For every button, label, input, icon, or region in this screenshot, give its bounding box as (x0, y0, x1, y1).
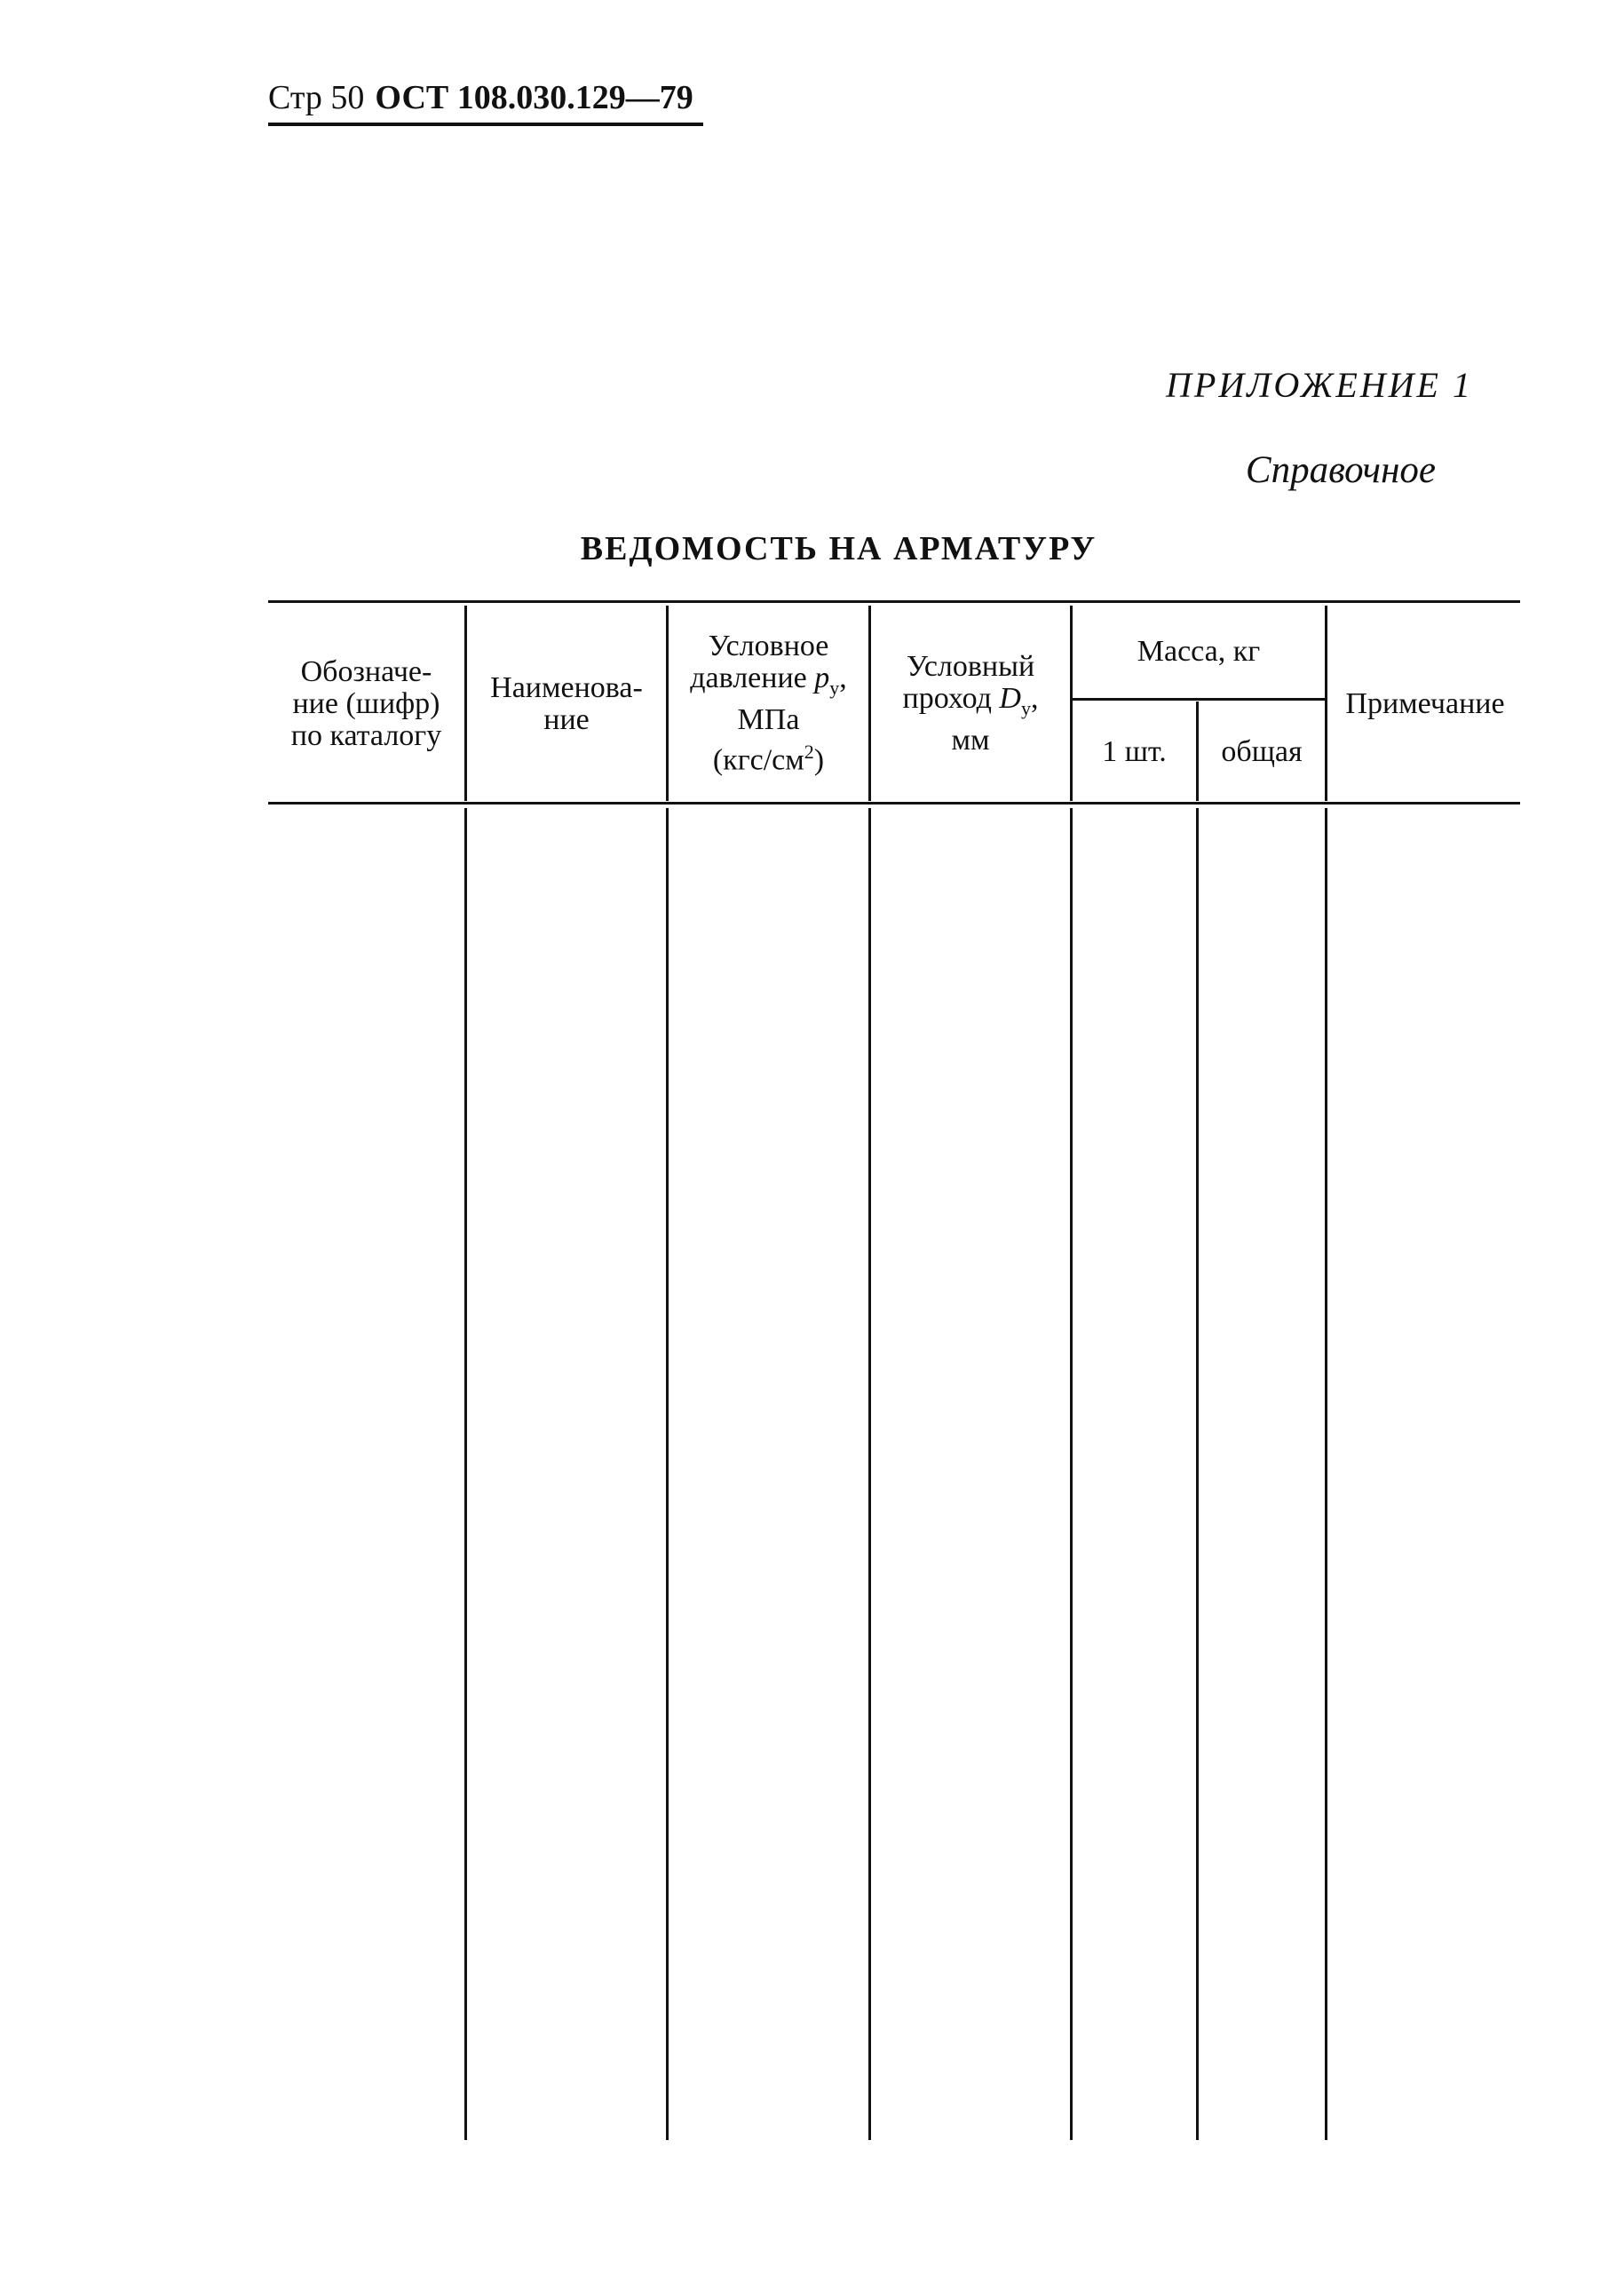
header-name: Наименова- ние (490, 670, 643, 736)
body-divider-3 (868, 808, 871, 2140)
header-designation: Обозначе- ние (шифр) по каталогу (290, 654, 442, 752)
running-header (268, 78, 693, 117)
document-title: ВЕДОМОСТЬ НА АРМАТУРУ (580, 530, 1097, 567)
header-pressure: Условное давление $p_y$, МПа $(кгс/см^2)$ (690, 630, 847, 777)
appendix-label: ПРИЛОЖЕНИЕ 1 (1166, 365, 1473, 405)
header-note: Примечание (1345, 686, 1505, 720)
header-mass-per-unit: 1 шт. (1102, 734, 1167, 768)
header-nominal-bore: Условный проход $D_y$, мм (902, 650, 1039, 757)
body-divider-5 (1196, 808, 1199, 2140)
mass-group-rule (1070, 698, 1325, 701)
header-mass-group: Масса, кг (1137, 635, 1261, 668)
header-rule (268, 123, 703, 126)
appendix-type: Справочное (1245, 449, 1436, 491)
page-number: Стр 50 (268, 79, 365, 116)
table-top-rule (268, 600, 1520, 603)
body-divider-1 (464, 808, 467, 2140)
body-divider-6 (1325, 808, 1327, 2140)
header-mass-total: общая (1221, 734, 1303, 768)
body-divider-2 (666, 808, 669, 2140)
body-divider-4 (1070, 808, 1073, 2140)
standard-number: ОСТ 108.030.129—79 (375, 79, 693, 116)
header-bottom-rule (268, 802, 1520, 805)
